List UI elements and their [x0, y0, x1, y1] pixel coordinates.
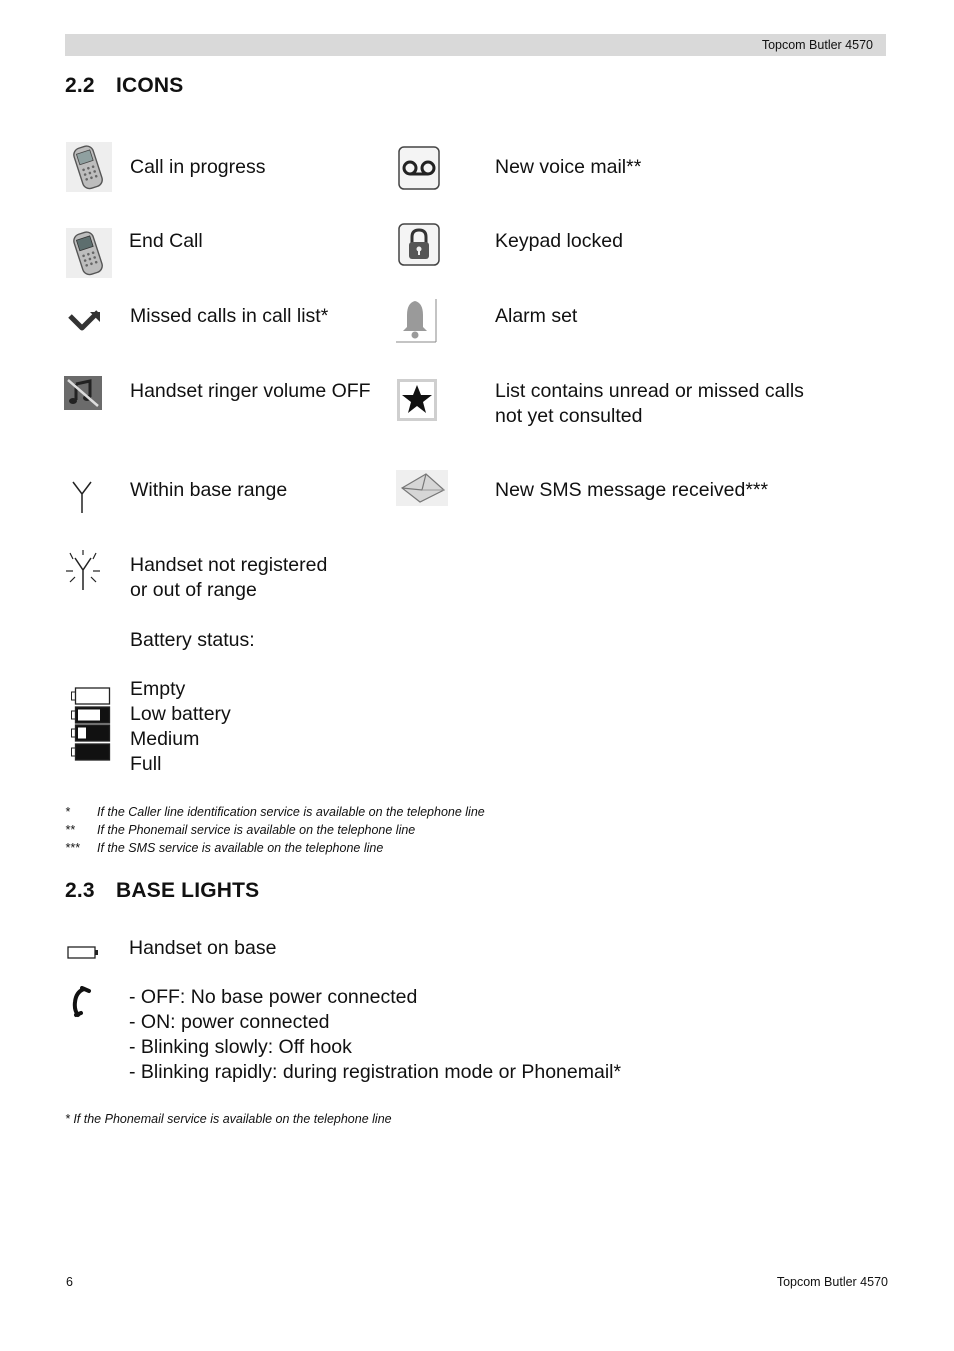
icon-label-alarm-set: Alarm set	[495, 305, 578, 327]
battery-full-icon	[71, 743, 111, 761]
phone-light-blink-slow: - Blinking slowly: Off hook	[129, 1036, 352, 1058]
battery-status-heading: Battery status:	[130, 629, 255, 651]
icon-label-not-registered: Handset not registered or out of range	[130, 554, 328, 601]
footnotes-icons	[65, 803, 485, 857]
footnote-2: ** If the Phonemail service is available on the telephone line	[65, 823, 416, 837]
phone-light-blink-fast: - Blinking rapidly: during registration mode or Phonemail*	[129, 1061, 622, 1083]
section-heading-base-lights: 2.3 BASE LIGHTS	[65, 879, 260, 902]
battery-levels-list	[130, 677, 231, 777]
header-product-name: Topcom Butler 4570	[761, 38, 873, 52]
missed-call-arrow-icon	[68, 310, 102, 334]
header-bar	[65, 34, 886, 56]
phone-light-icon	[70, 986, 92, 1018]
icon-label-within-range: Within base range	[130, 479, 288, 501]
footnote-3: *** If the SMS service is available on the telephone line	[65, 841, 384, 855]
icon-label-voice-mail: New voice mail**	[495, 156, 642, 178]
section-heading-icons: 2.2 ICONS	[65, 74, 184, 97]
battery-level-empty: Empty	[130, 678, 186, 700]
icon-label-missed-calls: Missed calls in call list*	[130, 305, 329, 327]
light-label-handset-on-base: Handset on base	[129, 937, 277, 959]
phone-light-descriptions	[129, 985, 621, 1085]
icon-label-end-call: End Call	[129, 230, 203, 252]
battery-level-medium: Medium	[130, 728, 200, 750]
antenna-blinking-icon	[65, 550, 101, 592]
handset-on-base-light-icon	[67, 946, 99, 960]
lock-icon	[398, 223, 440, 266]
ringer-off-icon	[64, 376, 102, 410]
phone-light-on: - ON: power connected	[129, 1011, 330, 1033]
page-number: 6	[66, 1275, 73, 1289]
battery-level-full: Full	[130, 753, 162, 775]
handset-end-icon	[66, 228, 112, 278]
antenna-icon	[71, 480, 93, 514]
battery-empty-icon	[71, 687, 111, 705]
footnote-1: * If the Caller line identification service is available on the telephone line	[65, 805, 485, 819]
handset-call-icon	[66, 142, 112, 192]
icon-label-unread-calls: List contains unread or missed calls not yet consulted	[495, 380, 804, 427]
icon-label-ringer-off: Handset ringer volume OFF	[130, 380, 371, 402]
icon-label-keypad-locked: Keypad locked	[495, 230, 623, 252]
battery-medium-icon	[71, 724, 111, 742]
battery-low-icon	[71, 706, 111, 724]
icon-label-new-sms: New SMS message received***	[495, 479, 769, 501]
footer-product-name: Topcom Butler 4570	[776, 1275, 888, 1289]
icon-label-call-in-progress: Call in progress	[130, 156, 266, 178]
bell-icon	[395, 297, 437, 343]
battery-level-low: Low battery	[130, 703, 231, 725]
phone-light-off: - OFF: No base power connected	[129, 986, 418, 1008]
footnote-base-lights: * If the Phonemail service is available on the telephone line	[65, 1112, 392, 1126]
voicemail-icon	[398, 146, 440, 190]
envelope-icon	[396, 470, 448, 506]
star-icon	[397, 379, 437, 421]
